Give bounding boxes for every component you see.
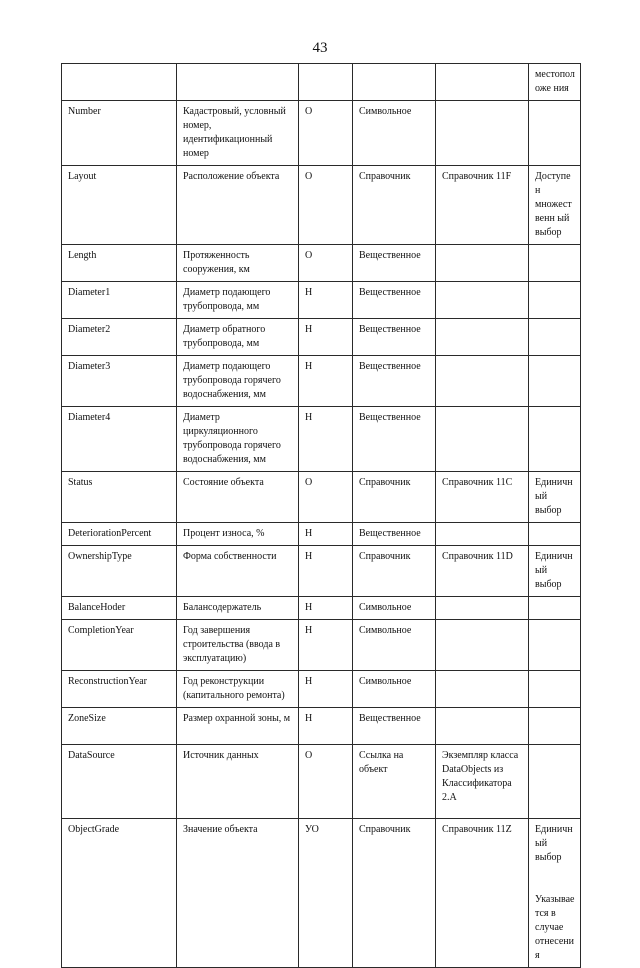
table-cell-attribute-code [62,671,177,708]
table-cell-attribute-obligation [299,245,353,282]
attribute-code-text: DataSource [68,750,115,761]
attribute-obligation-text: О [305,171,313,182]
table-cell-attribute-reference [436,523,529,546]
attribute-type-text: Вещественное [359,250,421,261]
attribute-obligation-text: Н [305,551,313,562]
attribute-table [61,63,581,968]
table-row [62,597,581,620]
table-row [62,64,581,101]
attribute-code-text: BalanceHoder [68,602,126,613]
attribute-description-text: Год реконструкции (капитального ремонта) [183,676,285,701]
attribute-obligation-text: Н [305,713,313,724]
table-row [62,166,581,245]
attribute-reference-text: Справочник 11F [442,171,512,182]
attribute-code-text: Number [68,106,101,117]
table-cell-attribute-obligation [299,166,353,245]
table-row [62,620,581,671]
table-cell-attribute-note [529,282,581,319]
table-cell-attribute-code [62,356,177,407]
table-cell-attribute-description [177,407,299,472]
attribute-note-text: Единичный выбор [535,551,573,590]
table-cell-attribute-description [177,64,299,101]
table-cell-attribute-obligation [299,282,353,319]
table-row [62,356,581,407]
table-cell-attribute-obligation [299,546,353,597]
table-cell-attribute-type [353,282,436,319]
attribute-obligation-text: О [305,106,313,117]
table-cell-attribute-description [177,546,299,597]
attribute-obligation-text: О [305,250,313,261]
attribute-reference-text: Справочник 11С [442,477,513,488]
attribute-type-text: Справочник [359,824,411,835]
attribute-obligation-text: О [305,750,313,761]
attribute-note-extra-text: Указывается в случае отнесения [535,894,575,961]
table-cell-attribute-note [529,745,581,819]
table-cell-attribute-reference [436,546,529,597]
attribute-type-text: Символьное [359,676,412,687]
table-cell-attribute-reference [436,708,529,745]
attribute-description-text: Значение объекта [183,824,258,835]
table-cell-attribute-reference [436,64,529,101]
attribute-description-text: Форма собственности [183,551,277,562]
table-cell-attribute-description [177,745,299,819]
table-cell-attribute-reference [436,101,529,166]
table-row [62,245,581,282]
attribute-description-text: Диаметр подающего трубопровода, мм [183,287,271,312]
table-cell-attribute-type [353,356,436,407]
table-cell-attribute-description [177,472,299,523]
table-cell-attribute-reference [436,407,529,472]
attribute-type-text: Символьное [359,625,412,636]
attribute-reference-text: Экземпляр класса DataObjects из Классификатора 2.А [442,750,519,803]
table-cell-attribute-note [529,523,581,546]
attribute-type-text: Вещественное [359,412,421,423]
attribute-code-text: Diameter4 [68,412,111,423]
table-cell-attribute-type [353,472,436,523]
table-cell-attribute-type [353,319,436,356]
attribute-type-text: Вещественное [359,287,421,298]
attribute-description-text: Размер охранной зоны, м [183,713,291,724]
table-cell-attribute-type [353,407,436,472]
attribute-type-text: Вещественное [359,361,421,372]
table-cell-attribute-code [62,282,177,319]
table-cell-attribute-code [62,546,177,597]
table-cell-attribute-type [353,597,436,620]
table-cell-attribute-note [529,708,581,745]
table-cell-attribute-description [177,523,299,546]
attribute-obligation-text: Н [305,602,313,613]
attribute-obligation-text: Н [305,287,313,298]
page-number: 43 [312,40,328,56]
table-row [62,546,581,597]
attribute-type-text: Справочник [359,171,411,182]
table-cell-attribute-code [62,620,177,671]
attribute-obligation-text: Н [305,361,313,372]
table-cell-attribute-code [62,101,177,166]
attribute-description-text: Процент износа, % [183,528,265,539]
table-cell-attribute-obligation [299,101,353,166]
table-cell-attribute-obligation [299,708,353,745]
attribute-description-text: Диаметр подающего трубопровода горячего водоснабжения, мм [183,361,281,400]
table-cell-attribute-reference [436,472,529,523]
table-cell-attribute-note [529,64,581,101]
table-cell-attribute-note [529,546,581,597]
attribute-code-text: ReconstructionYear [68,676,147,687]
table-cell-attribute-description [177,708,299,745]
attribute-type-text: Справочник [359,477,411,488]
table-cell-attribute-obligation [299,745,353,819]
table-row [62,101,581,166]
table-cell-attribute-type [353,819,436,968]
attribute-reference-text: Справочник 11D [442,551,513,562]
attribute-type-text: Вещественное [359,324,421,335]
attribute-code-text: Layout [68,171,97,182]
attribute-description-text: Расположение объекта [183,171,280,182]
attribute-code-text: ZoneSize [68,713,106,724]
table-cell-attribute-obligation [299,671,353,708]
table-cell-attribute-type [353,708,436,745]
attribute-description-text: Протяженность сооружения, км [183,250,250,275]
attribute-obligation-text: Н [305,676,313,687]
attribute-description-text: Состояние объекта [183,477,264,488]
table-cell-attribute-reference [436,745,529,819]
attribute-obligation-text: О [305,477,313,488]
table-cell-attribute-obligation [299,64,353,101]
attribute-code-text: OwnershipType [68,551,132,562]
table-row [62,671,581,708]
attribute-description-text: Диаметр обратного трубопровода, мм [183,324,266,349]
attribute-obligation-text: Н [305,412,313,423]
table-cell-attribute-reference [436,245,529,282]
attribute-type-text: Символьное [359,106,412,117]
attribute-obligation-text: Н [305,324,313,335]
table-cell-attribute-obligation [299,407,353,472]
table-cell-attribute-note [529,407,581,472]
table-cell-attribute-description [177,319,299,356]
attribute-note-text: Доступен множественн ый выбор [535,171,572,238]
table-cell-attribute-type [353,620,436,671]
table-cell-attribute-note [529,166,581,245]
table-cell-attribute-code [62,166,177,245]
table-cell-attribute-code [62,523,177,546]
attribute-type-text: Вещественное [359,528,421,539]
table-cell-attribute-code [62,319,177,356]
attribute-description-text: Диаметр циркуляционного трубопровода горячего водоснабжения, мм [183,412,281,465]
attribute-note-text: Единичный выбор [535,477,573,516]
table-cell-attribute-obligation [299,819,353,968]
table-cell-attribute-code [62,64,177,101]
table-cell-attribute-note [529,819,581,968]
attribute-code-text: CompletionYear [68,625,134,636]
attribute-type-text: Символьное [359,602,412,613]
attribute-code-text: Status [68,477,93,488]
table-cell-attribute-reference [436,356,529,407]
attribute-obligation-text: УО [305,824,319,835]
table-cell-attribute-type [353,245,436,282]
table-row [62,407,581,472]
table-cell-attribute-code [62,708,177,745]
attribute-description-text: Кадастровый, условный номер, идентификационный номер [183,106,286,159]
table-cell-attribute-description [177,620,299,671]
table-cell-attribute-reference [436,671,529,708]
attribute-description-text: Год завершения строительства (ввода в эксплуатацию) [183,625,281,664]
table-cell-attribute-description [177,597,299,620]
table-cell-attribute-type [353,101,436,166]
attribute-code-text: Diameter2 [68,324,111,335]
table-cell-attribute-description [177,101,299,166]
table-cell-attribute-code [62,597,177,620]
table-cell-attribute-type [353,546,436,597]
table-cell-attribute-note [529,620,581,671]
table-cell-attribute-note [529,671,581,708]
table-cell-attribute-obligation [299,620,353,671]
table-cell-attribute-code [62,745,177,819]
attribute-code-text: Diameter1 [68,287,111,298]
table-cell-attribute-note [529,356,581,407]
table-cell-attribute-description [177,671,299,708]
table-cell-attribute-reference [436,282,529,319]
attribute-note-text: Единичный выбор [535,824,573,863]
table-cell-attribute-type [353,64,436,101]
table-cell-attribute-obligation [299,523,353,546]
attribute-type-text: Справочник [359,551,411,562]
table-cell-attribute-note [529,597,581,620]
table-cell-attribute-reference [436,166,529,245]
table-row [62,745,581,819]
table-row [62,523,581,546]
attribute-type-text: Ссылка на объект [359,750,404,775]
table-row [62,708,581,745]
table-row [62,819,581,968]
attribute-description-text: Источник данных [183,750,259,761]
table-cell-attribute-reference [436,819,529,968]
table-cell-attribute-reference [436,319,529,356]
table-cell-attribute-code [62,407,177,472]
table-cell-attribute-description [177,356,299,407]
table-row [62,319,581,356]
attribute-code-text: Diameter3 [68,361,111,372]
table-cell-attribute-description [177,166,299,245]
attribute-type-text: Вещественное [359,713,421,724]
table-cell-attribute-code [62,472,177,523]
table-cell-attribute-description [177,819,299,968]
table-cell-attribute-type [353,671,436,708]
table-cell-attribute-obligation [299,319,353,356]
attribute-reference-text: Справочник 11Z [442,824,512,835]
attribute-obligation-text: Н [305,625,313,636]
table-cell-attribute-note [529,245,581,282]
table-cell-attribute-reference [436,597,529,620]
table-row [62,282,581,319]
attribute-code-text: DeteriorationPercent [68,528,152,539]
table-cell-attribute-reference [436,620,529,671]
attribute-note-text: местоположе ния [535,69,575,94]
attribute-description-text: Балансодержатель [183,602,262,613]
attribute-code-text: ObjectGrade [68,824,120,835]
table-cell-attribute-type [353,745,436,819]
table-cell-attribute-note [529,319,581,356]
attribute-obligation-text: Н [305,528,313,539]
table-cell-attribute-obligation [299,597,353,620]
table-cell-attribute-code [62,819,177,968]
table-cell-attribute-type [353,523,436,546]
table-cell-attribute-description [177,245,299,282]
attribute-code-text: Length [68,250,97,261]
table-cell-attribute-obligation [299,356,353,407]
table-cell-attribute-type [353,166,436,245]
table-cell-attribute-description [177,282,299,319]
table-cell-attribute-code [62,245,177,282]
table-row [62,472,581,523]
table-cell-attribute-obligation [299,472,353,523]
table-cell-attribute-note [529,472,581,523]
table-cell-attribute-note [529,101,581,166]
